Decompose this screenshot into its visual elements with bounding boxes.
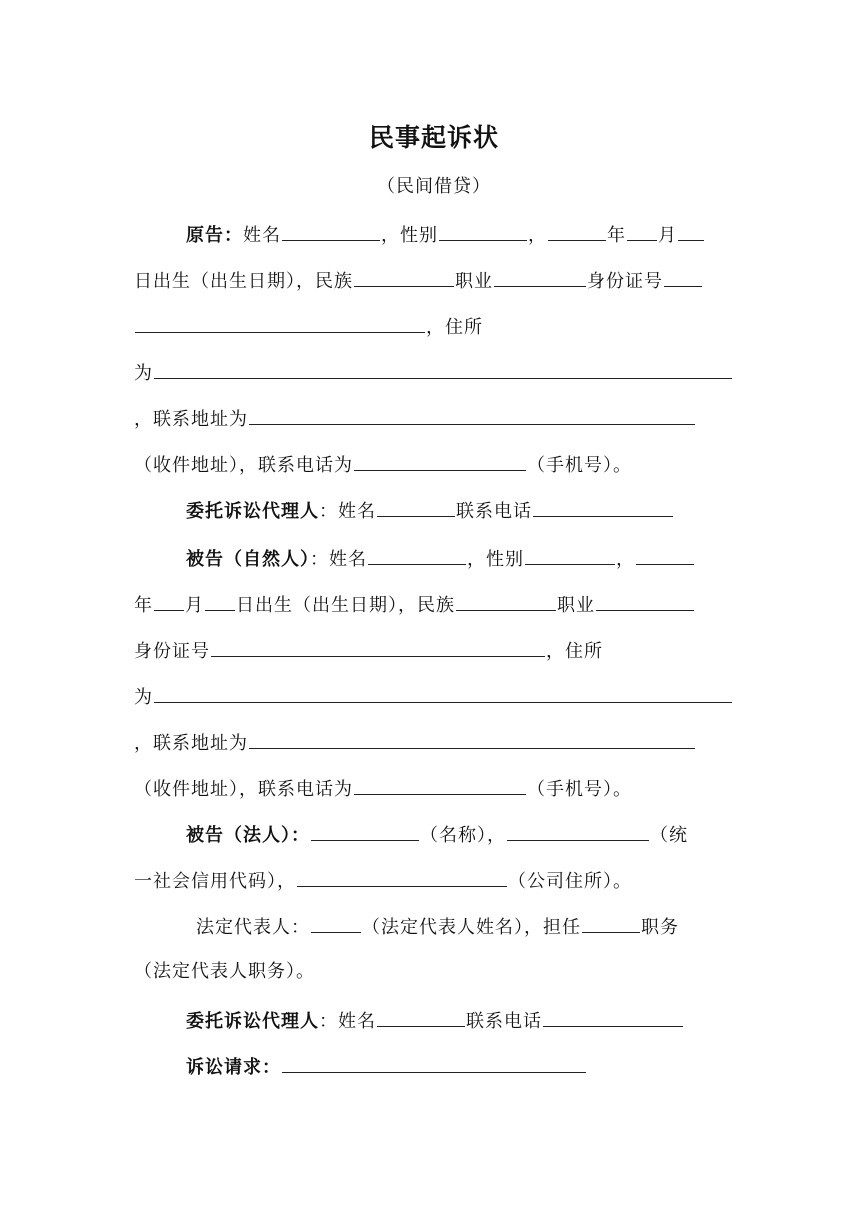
defendant-company-line-2 bbox=[134, 868, 632, 894]
defendant-person-residence-label: ，住所 bbox=[546, 641, 603, 662]
plaintiff-id-field[interactable] bbox=[135, 314, 425, 333]
defendant-person-line-4 bbox=[134, 684, 733, 710]
defendant-person-birth-text: 日出生（出生日期），民族 bbox=[236, 595, 455, 616]
plaintiff-day-field[interactable] bbox=[678, 222, 704, 241]
plaintiff-agent-name-label: ：姓名 bbox=[319, 501, 376, 522]
plaintiff-job-label: 职业 bbox=[455, 271, 493, 292]
defendant-person-name-label: ：姓名 bbox=[310, 549, 367, 570]
plaintiff-residence-label: ，住所 bbox=[426, 317, 483, 338]
defendant-agent-phone-field[interactable] bbox=[543, 1008, 683, 1027]
plaintiff-line-6 bbox=[134, 452, 632, 478]
legal-rep-name-field[interactable] bbox=[311, 914, 361, 933]
legal-rep-duty-label: 职务 bbox=[641, 917, 679, 938]
plaintiff-line-2 bbox=[134, 268, 703, 294]
defendant-person-ethnicity-field[interactable] bbox=[456, 592, 556, 611]
plaintiff-label: 原告： bbox=[186, 225, 243, 246]
defendant-company-line-1 bbox=[186, 822, 688, 848]
defendant-person-gender-field[interactable] bbox=[525, 546, 615, 565]
legal-rep-line-1 bbox=[196, 914, 679, 940]
defendant-person-line-5 bbox=[134, 730, 696, 756]
plaintiff-id-label: 身份证号 bbox=[587, 271, 663, 292]
defendant-company-label: 被告（法人）： bbox=[186, 825, 310, 846]
plaintiff-year-field[interactable] bbox=[548, 222, 606, 241]
defendant-person-gender-label: ，性别 bbox=[467, 549, 524, 570]
plaintiff-agent-label: 委托诉讼代理人 bbox=[186, 501, 319, 522]
plaintiff-line-1 bbox=[186, 222, 705, 248]
defendant-person-day-field[interactable] bbox=[205, 592, 235, 611]
plaintiff-agent-line bbox=[186, 498, 674, 524]
plaintiff-id-field-start[interactable] bbox=[664, 268, 702, 287]
defendant-agent-name-label: ：姓名 bbox=[319, 1011, 376, 1032]
defendant-company-address-field[interactable] bbox=[297, 868, 507, 887]
defendant-person-label: 被告（自然人） bbox=[186, 549, 310, 570]
claims-label: 诉讼请求： bbox=[186, 1057, 281, 1078]
defendant-agent-line bbox=[186, 1008, 684, 1034]
defendant-person-year-unit: 年 bbox=[134, 595, 153, 616]
defendant-person-year-field-start[interactable] bbox=[636, 546, 694, 565]
plaintiff-year-unit: 年 bbox=[607, 225, 626, 246]
defendant-company-code-hint-2: 一社会信用代码）， bbox=[134, 871, 296, 892]
legal-rep-label: 法定代表人： bbox=[196, 917, 310, 938]
plaintiff-name-label: 姓名 bbox=[243, 225, 281, 246]
plaintiff-agent-phone-label: 联系电话 bbox=[456, 501, 532, 522]
defendant-agent-label: 委托诉讼代理人 bbox=[186, 1011, 319, 1032]
defendant-person-id-field[interactable] bbox=[211, 638, 545, 657]
plaintiff-birth-text: 日出生（出生日期），民族 bbox=[134, 271, 353, 292]
defendant-person-receive-address-text: （收件地址），联系电话为 bbox=[134, 779, 353, 800]
plaintiff-name-field[interactable] bbox=[282, 222, 380, 241]
plaintiff-agent-phone-field[interactable] bbox=[533, 498, 673, 517]
plaintiff-gender-label: ，性别 bbox=[381, 225, 438, 246]
defendant-person-line-2 bbox=[134, 592, 695, 618]
defendant-company-name-hint: （名称）， bbox=[420, 825, 506, 846]
plaintiff-receive-address-text: （收件地址），联系电话为 bbox=[134, 455, 353, 476]
legal-rep-line-2 bbox=[134, 960, 315, 984]
legal-rep-duty-field[interactable] bbox=[582, 914, 640, 933]
defendant-agent-name-field[interactable] bbox=[377, 1008, 465, 1027]
plaintiff-contact-address-label: ，联系地址为 bbox=[134, 409, 248, 430]
claims-field[interactable] bbox=[282, 1054, 586, 1073]
plaintiff-agent-name-field[interactable] bbox=[377, 498, 455, 517]
plaintiff-contact-address-field[interactable] bbox=[249, 406, 695, 425]
plaintiff-gender-field[interactable] bbox=[439, 222, 527, 241]
defendant-company-name-field[interactable] bbox=[311, 822, 419, 841]
defendant-person-name-field[interactable] bbox=[368, 546, 466, 565]
defendant-person-month-field[interactable] bbox=[154, 592, 184, 611]
defendant-person-month-unit: 月 bbox=[185, 595, 204, 616]
defendant-person-contact-address-field[interactable] bbox=[249, 730, 695, 749]
legal-rep-duty-hint: （法定代表人职务）。 bbox=[134, 961, 315, 982]
plaintiff-residence-field[interactable] bbox=[154, 360, 732, 379]
plaintiff-phone-field[interactable] bbox=[354, 452, 526, 471]
plaintiff-wei: 为 bbox=[134, 363, 153, 384]
defendant-person-job-field[interactable] bbox=[596, 592, 694, 611]
plaintiff-year-sep: ， bbox=[528, 225, 547, 246]
plaintiff-line-5 bbox=[134, 406, 696, 432]
defendant-person-year-sep: ， bbox=[616, 549, 635, 570]
defendant-person-line-1 bbox=[186, 546, 695, 572]
defendant-person-id-label: 身份证号 bbox=[134, 641, 210, 662]
defendant-company-code-field[interactable] bbox=[507, 822, 649, 841]
defendant-person-mobile-hint: （手机号）。 bbox=[527, 779, 632, 800]
defendant-person-contact-address-label: ，联系地址为 bbox=[134, 733, 248, 754]
document-title: 民事起诉状 bbox=[368, 123, 499, 152]
plaintiff-month-unit: 月 bbox=[658, 225, 677, 246]
defendant-person-wei: 为 bbox=[134, 687, 153, 708]
defendant-company-code-hint-1: （统 bbox=[650, 825, 688, 846]
defendant-person-phone-field[interactable] bbox=[354, 776, 526, 795]
legal-rep-name-hint: （法定代表人姓名），担任 bbox=[362, 917, 581, 938]
plaintiff-line-3 bbox=[134, 314, 483, 340]
document-subtitle: （民间借贷） bbox=[377, 176, 491, 197]
plaintiff-month-field[interactable] bbox=[627, 222, 657, 241]
defendant-person-line-6 bbox=[134, 776, 632, 802]
plaintiff-line-4 bbox=[134, 360, 733, 386]
plaintiff-job-field[interactable] bbox=[494, 268, 586, 287]
plaintiff-mobile-hint: （手机号）。 bbox=[527, 455, 632, 476]
defendant-person-line-3 bbox=[134, 638, 603, 664]
defendant-person-residence-field[interactable] bbox=[154, 684, 732, 703]
defendant-person-job-label: 职业 bbox=[557, 595, 595, 616]
claims-line bbox=[186, 1054, 587, 1080]
plaintiff-ethnicity-field[interactable] bbox=[354, 268, 454, 287]
defendant-agent-phone-label: 联系电话 bbox=[466, 1011, 542, 1032]
defendant-company-address-hint: （公司住所）。 bbox=[508, 871, 632, 892]
